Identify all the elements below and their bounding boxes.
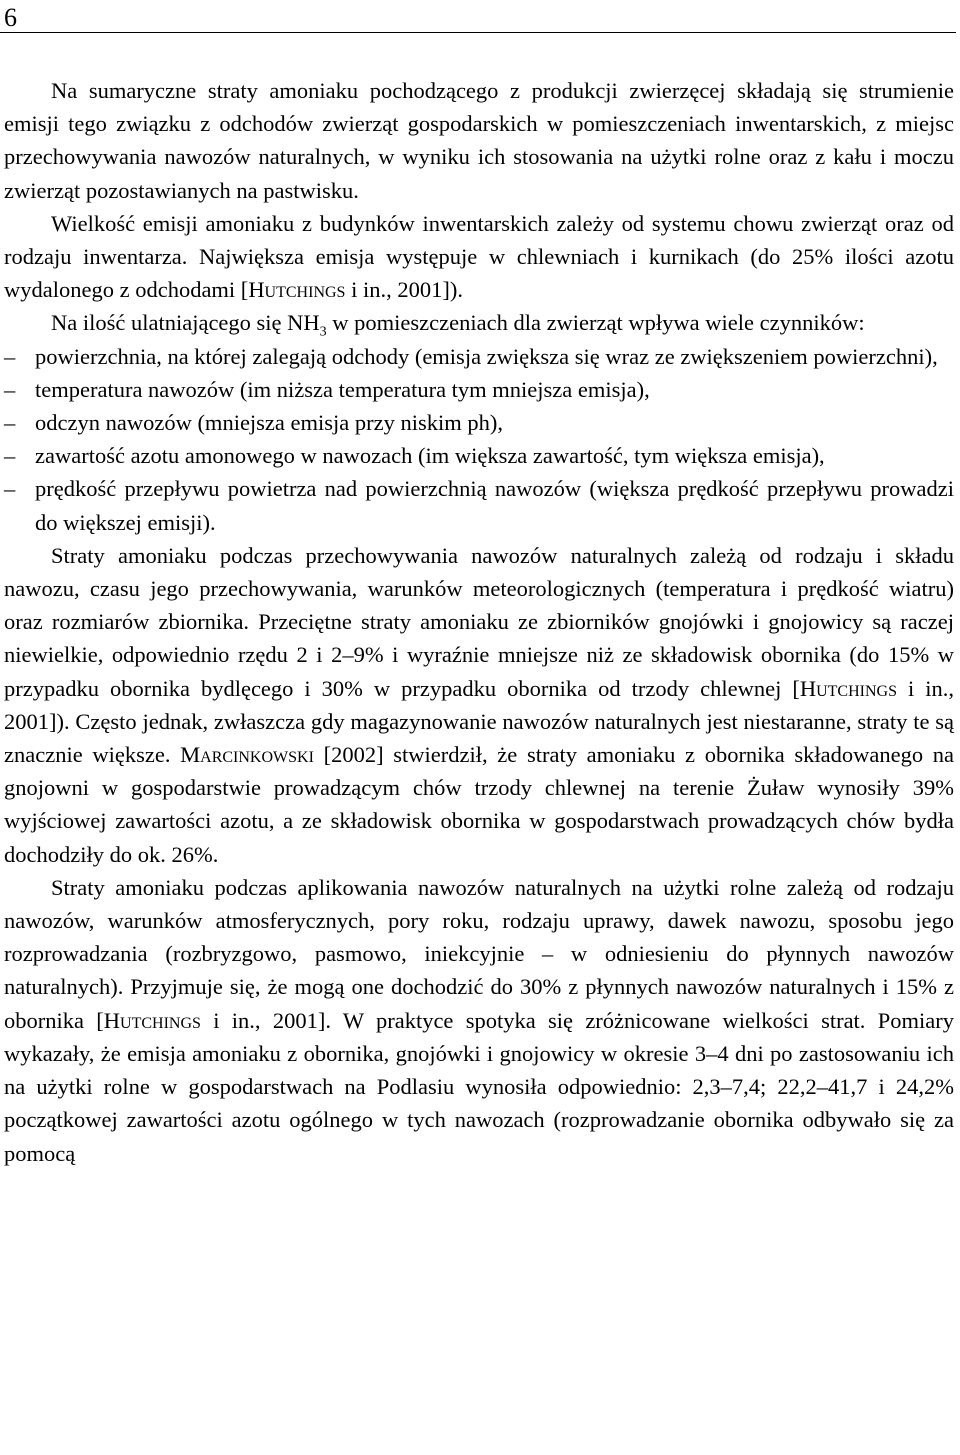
paragraph-5-part-b: i in., 2001]. W praktyce spotyka się zróżnicowane wielkości strat. Pomiary wykazały, że emisja amoniaku z obornika, gnojówki i gnojowicy w okresie 3–4 dni po zastosowaniu ich na użytki rolne w gospodarstwach na Podlasiu wynosiła odpowiednio: 2,3–7,4; 22,2–41,7 i 24,2% początkowej zawartości azotu ogólnego w tych nawozach (rozprowadzanie obornika odbywało się za pomocą [4,1007,954,1166]
paragraph-4-part-b: i in., 2001]). Często jednak, zwłaszcza gdy magazynowanie nawozów naturalnych jest niestaranne, straty te są znacznie większe. [4,675,954,768]
paragraph-3 [4,306,954,339]
paragraph-1: Na sumaryczne straty amoniaku pochodzącego z produkcji zwierzęcej składają się strumienie emisji tego związku z odchodów zwierząt gospodarskich w pomieszczeniach inwentarskich, z miejsc przechowywania nawozów naturalnych, w wyniku ich stosowania na użytki rolne oraz z kału i moczu zwierząt pozostawianych na pastwisku. [4,78,954,203]
paragraph-2-tail: i in., 2001]). [345,277,463,303]
paragraph-3-after: w pomieszczeniach dla zwierząt wpływa wiele czynników: [326,310,865,336]
paragraph-4 [4,539,954,871]
dash-marker: – [4,343,16,369]
list-item-text: odczyn nawozów (mniejsza emisja przy niskim ph), [35,410,503,436]
list-item [4,439,954,472]
paragraph-4-part-c: [2002] stwierdził, że straty amoniaku z obornika składowanego na gnojowni w gospodarstwie prowadzącym chów trzody chlewnej na terenie Żuław wynosiły 39% wyjściowej zawartości azotu, a ze składowisk obornika w gospodarstwach prowadzących chów bydła dochodziły do ok. 26%. [4,742,954,867]
paragraph-2 [4,207,954,307]
header-rule [0,32,956,33]
page-content [4,74,954,1170]
list-item [4,373,954,406]
citation-author: Hutchings [248,277,346,303]
list-item-text: temperatura nawozów (im niższa temperatura tym mniejsza emisja), [35,376,650,402]
paragraph-2-text: Wielkość emisji amoniaku z budynków inwentarskich zależy od systemu chowu zwierząt oraz od rodzaju inwentarza. Największa emisja występuje w chlewniach i kurnikach (do 25% ilości azotu wydalonego z odchodami [ [4,210,954,303]
dash-marker: – [4,476,16,502]
dash-marker: – [4,410,16,436]
dash-marker: – [4,443,16,469]
list-item [4,406,954,439]
dash-marker: – [4,376,16,402]
list-item [4,340,954,373]
list-item [4,472,954,538]
paragraph-5-part-a: Straty amoniaku podczas aplikowania nawozów naturalnych na użytki rolne zależą od rodzaju nawozów, warunków atmosferycznych, pory roku, rodzaju uprawy, dawek nawozu, sposobu jego rozprowadzania (rozbryzgowo, pasmowo, iniekcyjnie – w odniesieniu do płynnych nawozów naturalnych). Przyjmuje się, że mogą one dochodzić do 30% z płynnych nawozów naturalnych i 15% z obornika [ [4,874,954,1033]
citation-author: Hutchings [103,1007,201,1033]
page-number: 6 [4,3,17,32]
list-item-text: powierzchnia, na której zalegają odchody (emisja zwiększa się wraz ze zwiększeniem powierzchni), [35,343,938,369]
paragraph-3-before: Na ilość ulatniającego się NH [51,310,320,336]
citation-author: Marcinkowski [180,742,314,768]
list-item-text: prędkość przepływu powietrza nad powierzchnią nawozów (większa prędkość przepływu prowadzi do większej emisji). [35,476,954,535]
factor-list [4,340,954,539]
subscript-3: 3 [319,324,327,340]
paragraph-4-part-a: Straty amoniaku podczas przechowywania nawozów naturalnych zależą od rodzaju i składu nawozu, czasu jego przechowywania, warunków meteorologicznych (temperatura i prędkość wiatru) oraz rozmiarów zbiornika. Przeciętne straty amoniaku ze zbiorników gnojówki i gnojowicy są raczej niewielkie, odpowiednio rzędu 2 i 2–9% i wyraźnie mniejsze niż ze składowisk obornika (do 15% w przypadku obornika bydlęcego i 30% w przypadku obornika od trzody chlewnej [ [4,542,954,701]
list-item-text: zawartość azotu amonowego w nawozach (im większa zawartość, tym większa emisja), [35,443,825,469]
paragraph-5 [4,871,954,1170]
citation-author: Hutchings [799,675,897,701]
